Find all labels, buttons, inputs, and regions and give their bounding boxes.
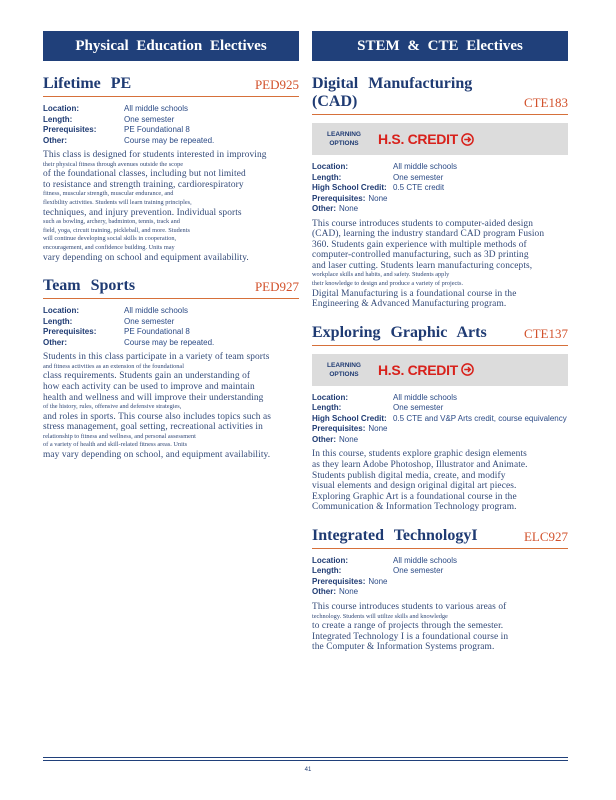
course-code: PED925 [254, 77, 299, 92]
course-code: CTE183 [523, 95, 568, 110]
location-value: All middle schools [393, 162, 458, 171]
course-header [312, 75, 568, 115]
prerequisites-label: Prerequisites: [312, 576, 366, 586]
description-line: Engineering & Advanced Manufacturing program. [312, 299, 507, 310]
section-banner-stem-cte: STEM & CTE Electives [312, 31, 568, 61]
hs-credit-text: H.S. CREDIT [378, 131, 458, 147]
course-digital-manufacturing [312, 75, 568, 310]
description-line: Communication & Information Technology program. [312, 502, 517, 513]
description-line: computer-controlled manufacturing, such as 3D printing [312, 250, 529, 261]
hs-credit-badge [378, 131, 474, 147]
prerequisites-value: PE Foundational 8 [124, 327, 190, 337]
prerequisites-value: PE Foundational 8 [124, 125, 190, 134]
other-label: Other: [312, 204, 336, 213]
course-details [43, 104, 299, 146]
length-label: Length: [312, 403, 342, 413]
location-label: Location: [312, 555, 348, 565]
description-line: 360. Students gain experience with multiple methods of [312, 239, 527, 250]
description-line: class requirements. Students gain an understanding of [43, 371, 251, 382]
prerequisites-label: Prerequisites: [43, 125, 97, 134]
course-title: Digital Manufacturing (CAD) [312, 75, 473, 110]
location-value: All middle schools [124, 306, 189, 316]
length-value: One semester [124, 316, 175, 326]
description-line: visual elements and design original digital art pieces. [312, 481, 517, 492]
course-header [312, 324, 568, 346]
course-description [312, 219, 568, 310]
course-description [43, 352, 299, 461]
description-line: fitness, muscular strength, muscular endurance, and [43, 190, 174, 198]
description-line: technology. Students will utilize skills and knowledge [312, 612, 448, 620]
description-line: workplace skills and habits, and safety. Students apply [312, 271, 450, 279]
course-details [312, 162, 568, 215]
hs-credit-icon [461, 133, 474, 146]
location-value: All middle schools [124, 104, 189, 113]
learning-options-box [312, 123, 568, 155]
description-line: their knowledge to design and produce a variety of projects. [312, 280, 464, 288]
course-header [312, 527, 568, 549]
description-line: of the foundational classes, including but not limited [43, 169, 246, 180]
description-line: Students in this class participate in a variety of team sports [43, 352, 270, 363]
description-line: Students publish digital media, create, and modify [312, 470, 506, 481]
course-title: Exploring Graphic Arts [312, 323, 487, 341]
high-school-credit-value: 0.5 CTE and V&P Arts credit, course equivalency [393, 413, 567, 423]
description-line: their physical fitness through avenues outside the scope [43, 160, 184, 168]
other-value: None [339, 434, 359, 444]
description-line: and roles in sports. This course also includes topics such as [43, 411, 272, 422]
page-number: 41 [304, 767, 312, 773]
learning-options-label: LEARNING OPTIONS [327, 131, 361, 147]
other-value: None [339, 587, 359, 597]
length-label: Length: [312, 172, 342, 182]
course-code: PED927 [254, 279, 299, 295]
learning-options-label: LEARNING OPTIONS [327, 361, 361, 378]
location-label: Location: [43, 306, 79, 316]
prerequisites-value: None [368, 193, 388, 203]
description-line: to resistance and strength training, cardiorespiratory [43, 179, 244, 190]
description-line: how each activity can be used to improve and maintain [43, 381, 255, 392]
description-line: as they learn Adobe Photoshop, Illustrator and Animate. [312, 459, 528, 470]
description-line: of a variety of health and skill-related fitness areas. Units [43, 441, 188, 449]
description-line: Exploring Graphic Art is a foundational course in the [312, 491, 517, 502]
location-label: Location: [312, 392, 348, 402]
other-label: Other: [312, 434, 336, 444]
description-line: Digital Manufacturing is a foundational course in the [312, 288, 517, 299]
prerequisites-label: Prerequisites: [312, 193, 366, 203]
description-line: the Computer & Information Systems program. [312, 642, 495, 653]
prerequisites-label: Prerequisites: [312, 424, 366, 434]
footer-divider [43, 760, 568, 761]
description-line: health and wellness and will improve their understanding [43, 392, 264, 403]
footer-divider [43, 757, 568, 758]
description-line: will continue developing social skills in cooperation, [43, 235, 177, 243]
location-label: Location: [43, 104, 79, 113]
course-code: ELC927 [523, 528, 568, 544]
learning-options-box [312, 354, 568, 386]
high-school-credit-label: High School Credit: [312, 413, 387, 423]
other-label: Other: [43, 337, 67, 347]
location-value: All middle schools [393, 392, 458, 402]
length-label: Length: [43, 114, 73, 124]
description-line: field, yoga, circuit training, pickleball, and more. Students [43, 226, 190, 234]
description-line: may vary depending on school, and equipment availability. [43, 450, 271, 461]
description-line: This class is designed for students interested in improving [43, 150, 267, 160]
course-details [312, 556, 568, 598]
description-line: relationship to fitness and wellness, and personal assessment [43, 432, 196, 440]
description-line: In this course, students explore graphic design elements [312, 449, 527, 460]
other-label: Other: [312, 587, 336, 597]
course-description [43, 150, 299, 263]
course-details [312, 393, 568, 446]
length-label: Length: [312, 566, 342, 576]
description-line: stress management, goal setting, recreational activities in [43, 422, 263, 433]
description-line: and laser cutting. Students learn manufacturing concepts, [312, 260, 533, 271]
course-code: CTE137 [523, 325, 568, 341]
other-value: Course may be repeated. [124, 337, 215, 347]
length-label: Length: [43, 316, 73, 326]
course-title: Integrated TechnologyI [312, 526, 478, 544]
course-exploring-graphic-arts [312, 324, 568, 513]
description-line: (CAD), learning the industry standard CAD program Fusion [312, 229, 545, 240]
other-label: Other: [43, 135, 67, 145]
high-school-credit-label: High School Credit: [312, 183, 387, 192]
other-value: Course may be repeated. [124, 135, 215, 145]
description-line: encouragement, and confidence building. Units may [43, 243, 175, 251]
location-value: All middle schools [393, 555, 458, 565]
other-value: None [339, 204, 359, 213]
course-team-sports [43, 277, 299, 461]
description-line: techniques, and injury prevention. Individual sports [43, 207, 242, 218]
course-description [312, 602, 568, 653]
prerequisites-value: None [368, 424, 388, 434]
length-value: One semester [393, 566, 444, 576]
description-line: This course introduces students to computer-aided design [312, 218, 533, 229]
course-details [43, 306, 299, 348]
description-line: to create a range of projects through the semester. [312, 621, 504, 632]
location-label: Location: [312, 162, 348, 171]
description-line: Integrated Technology I is a foundational course in [312, 631, 509, 642]
length-value: One semester [393, 172, 444, 182]
hs-credit-badge [378, 362, 474, 378]
hs-credit-icon [461, 363, 474, 376]
description-line: This course introduces students to various areas of [312, 601, 507, 612]
length-value: One semester [124, 114, 175, 124]
description-line: flexibility activities. Students will learn training principles, [43, 198, 192, 206]
course-header [43, 277, 299, 299]
section-banner-physical-education: Physical Education Electives [43, 31, 299, 61]
description-line: of the history, rules, offensive and defensive strategies, [43, 403, 182, 411]
course-title: Team Sports [43, 277, 136, 295]
course-integrated-technology [312, 527, 568, 653]
length-value: One semester [393, 403, 444, 413]
prerequisites-label: Prerequisites: [43, 327, 97, 337]
description-line: vary depending on school and equipment availability. [43, 252, 249, 263]
description-line: and fitness activities as an extension of the foundational [43, 362, 184, 370]
right-column [312, 31, 568, 653]
high-school-credit-value: 0.5 CTE credit [393, 183, 445, 192]
course-description [312, 449, 568, 513]
course-title: Lifetime PE [43, 75, 132, 92]
hs-credit-text: H.S. CREDIT [378, 361, 458, 378]
prerequisites-value: None [368, 576, 388, 586]
course-lifetime-pe [43, 75, 299, 263]
course-header [43, 75, 299, 97]
description-line: such as bowling, archery, badminton, tennis, track and [43, 218, 180, 226]
left-column [43, 31, 299, 461]
